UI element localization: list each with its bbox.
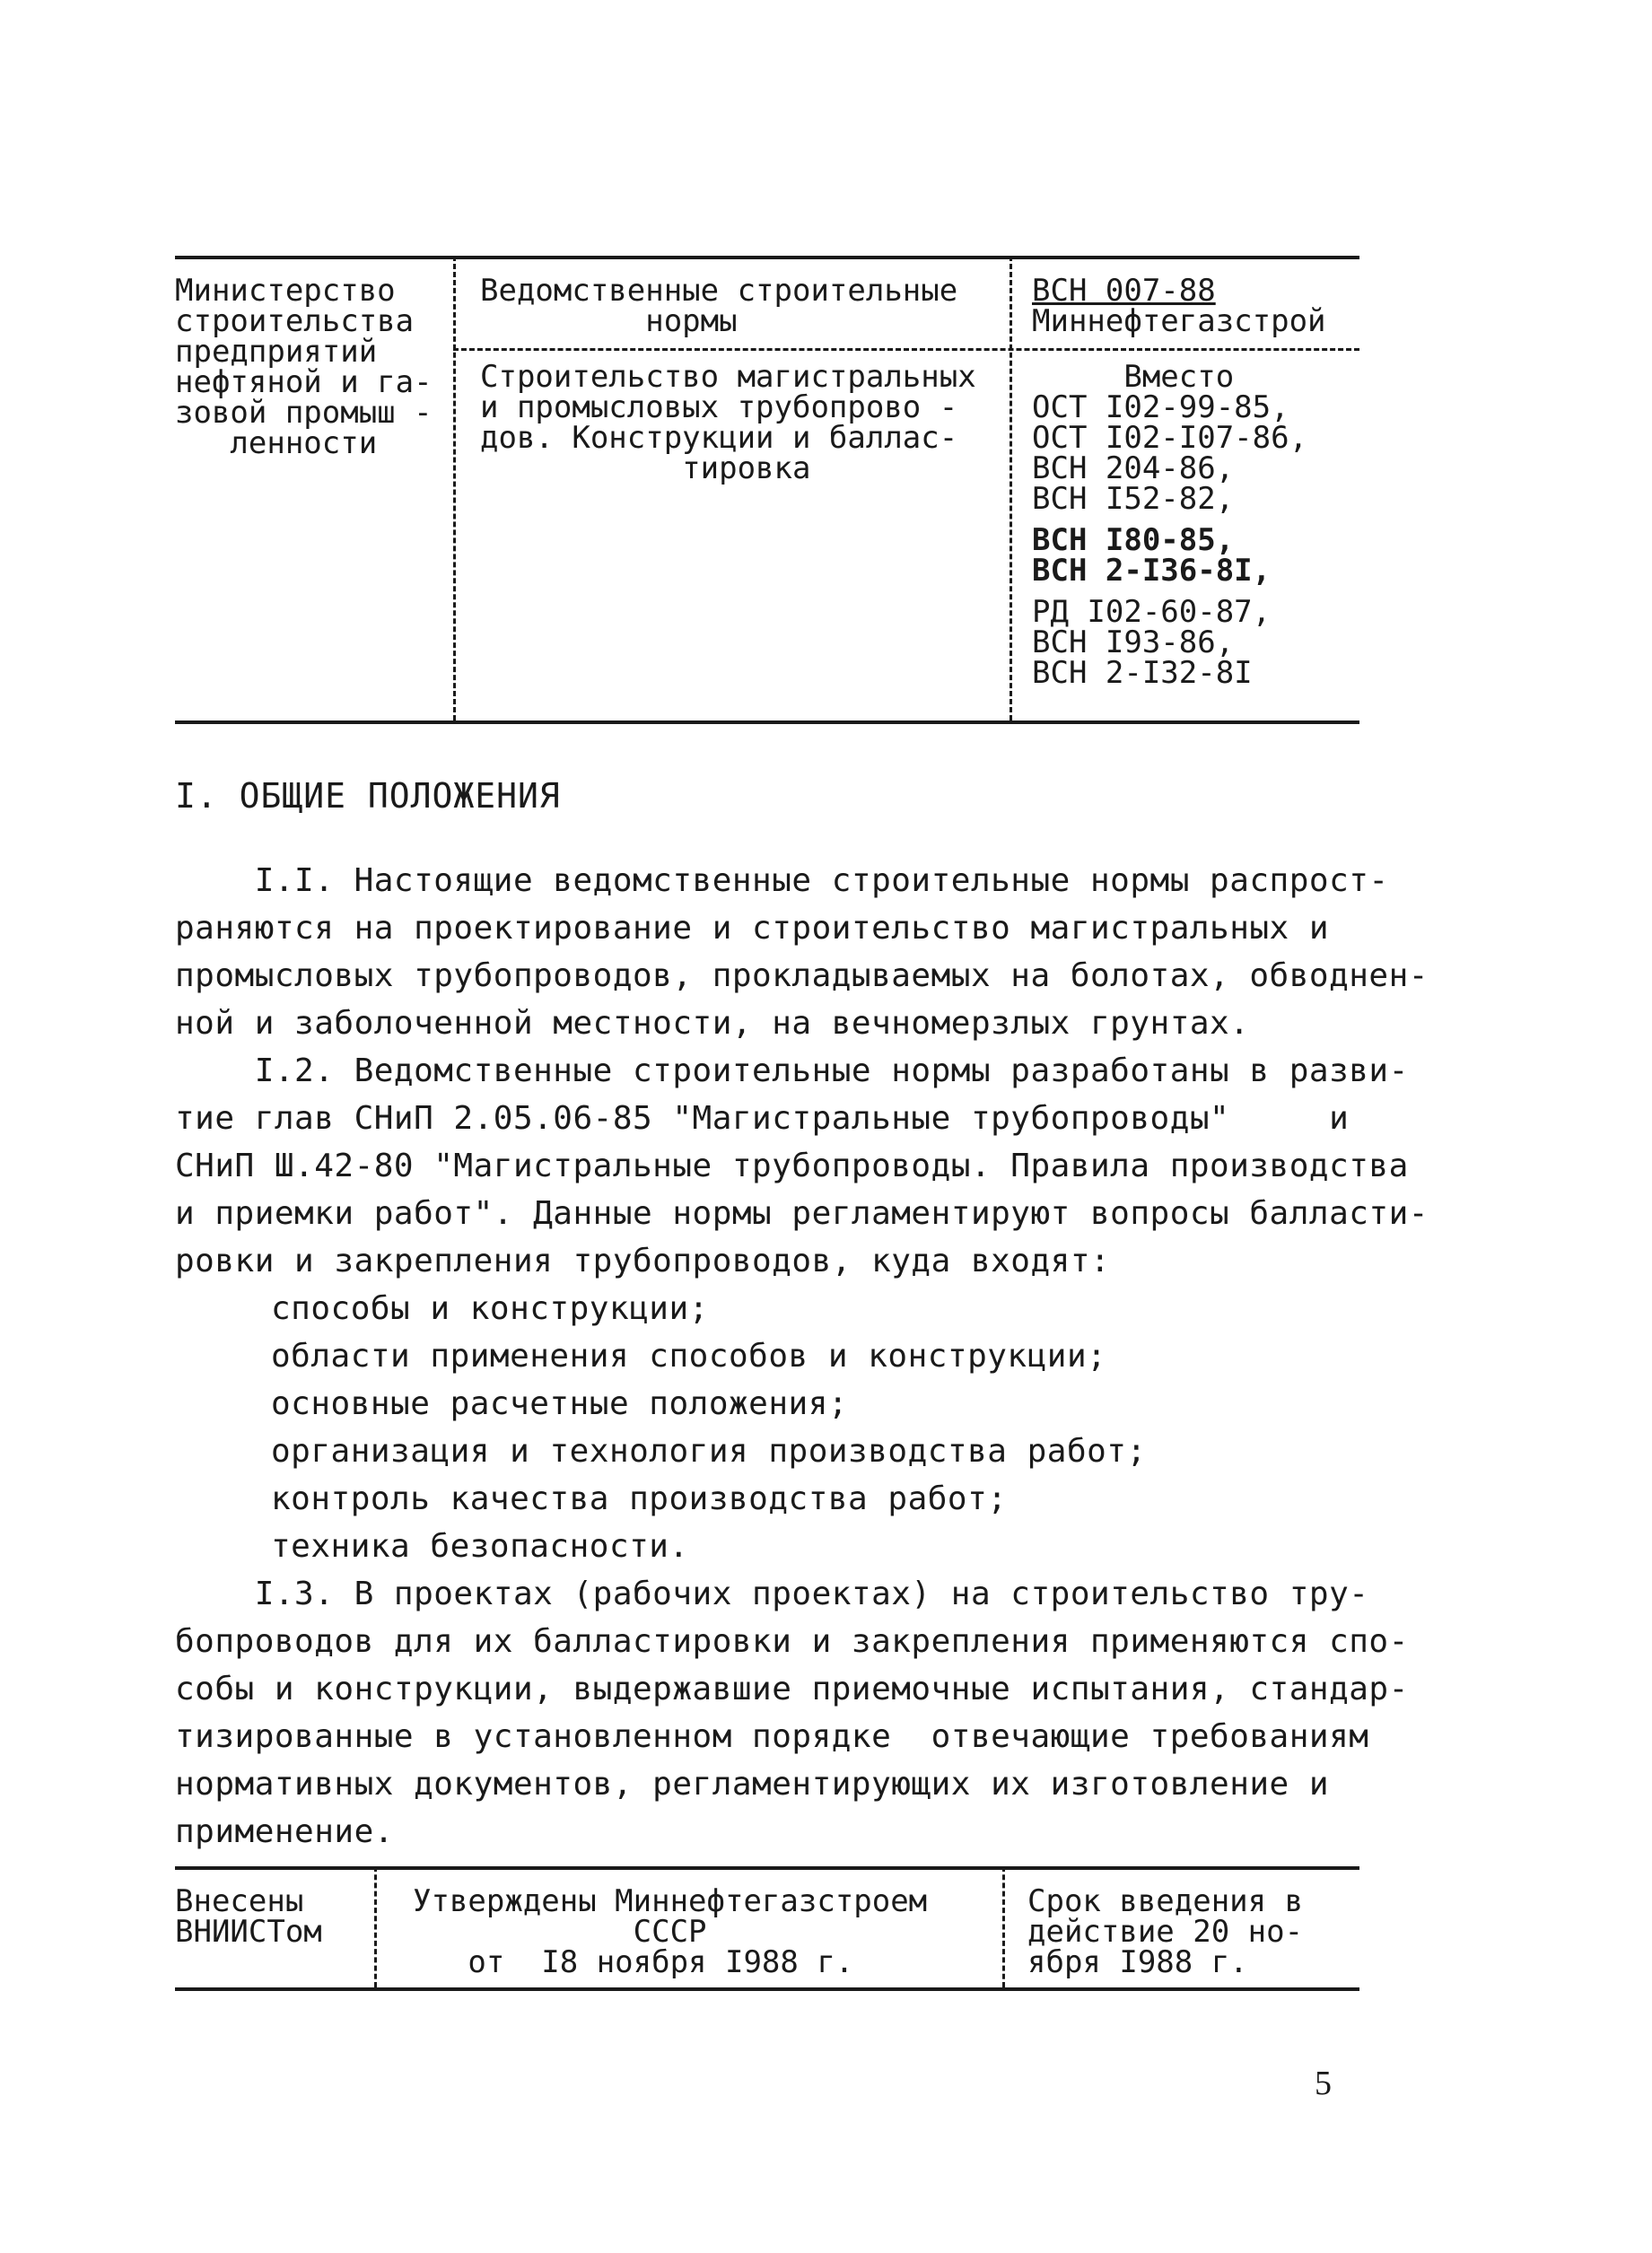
page-number: 5 [1315,2065,1332,2102]
doc-type-cell [480,273,958,339]
approved-line: Утверждены Миннефтегазстроем [413,1883,928,1919]
text-line: тие глав СНиП 2.05.06-85 "Магистральные трубопроводы" и [175,1100,1350,1137]
introduced-cell [175,1883,322,1950]
header-bottom-rule [175,720,1359,724]
replaces-label: Вместо [1032,359,1235,395]
replaced-doc: ВСН I93-86, [1032,624,1235,660]
ministry-line: строительства [175,303,415,339]
title-line: дов. Конструкции и баллас- [480,420,958,456]
doc-code: ВСН 007-88 [1032,273,1216,309]
ministry-line: Министерство [175,273,396,309]
ministry-line: зовой промыш - [175,395,433,431]
replaced-doc: ВСН I52-82, [1032,481,1235,517]
list-item: организация и технология производства работ; [271,1433,1147,1470]
list-item: контроль качества производства работ; [271,1480,1008,1517]
text-line: ной и заболоченной местности, на вечномерзлых грунтах. [175,1005,1250,1042]
effective-cell [1027,1883,1304,1980]
text-line: ровки и закрепления трубопроводов, куда входят: [175,1243,1111,1279]
scope-list [271,1285,1147,1570]
replaced-doc: ВСН 2-I36-8I, [1032,553,1272,589]
replaced-doc: ОСТ I02-I07-86, [1032,420,1308,456]
effective-line: Срок введения в [1027,1883,1304,1919]
approved-cell [413,1883,928,1980]
replaced-doc: РД I02-60-87, [1032,594,1272,630]
text-line: раняются на проектирование и строительство магистральных и [175,910,1330,947]
footer-divider-1 [374,1866,377,1987]
list-item: основные расчетные положения; [271,1385,849,1422]
replaced-doc: ВСН 204-86, [1032,450,1235,486]
doc-type-line: Ведомственные строительные [480,273,958,309]
replaced-doc: ВСН 2-I32-8I [1032,655,1253,691]
list-item: способы и конструкции; [271,1290,709,1327]
header-divider-2 [1010,256,1012,720]
doc-code-agency: Миннефтегазстрой [1032,303,1326,339]
title-line: Строительство магистральных [480,359,976,395]
text-line: I.I. Настоящие ведомственные строительные нормы распрост- [175,862,1389,899]
text-line: применение. [175,1813,394,1850]
ministry-cell [175,273,433,461]
title-line: тировка [480,450,811,486]
text-line: и приемки работ". Данные нормы регламентируют вопросы балласти- [175,1195,1429,1232]
header-divider-1 [453,256,456,720]
section-title: I. ОБЩИЕ ПОЛОЖЕНИЯ [175,776,561,816]
text-line: тизированные в установленном порядке отвечающие требованиям [175,1718,1369,1755]
effective-line: ября I988 г. [1027,1944,1248,1980]
introduced-line: Внесены [175,1883,304,1919]
list-item: техника безопасности. [271,1528,689,1565]
title-cell [480,359,976,486]
footer-top-rule [175,1866,1359,1870]
list-item: области применения способов и конструкции; [271,1338,1107,1375]
ministry-line: нефтяной и га- [175,364,433,400]
ministry-line: ленности [175,425,378,461]
text-line: СНиП Ш.42-80 "Магистральные трубопроводы. Правила производства [175,1148,1409,1184]
header-top-rule [175,256,1359,259]
approved-line: СССР [413,1914,707,1950]
title-line: и промысловых трубопрово - [480,389,958,425]
text-line: I.2. Ведомственные строительные нормы разработаны в разви- [175,1052,1409,1089]
text-line: собы и конструкции, выдержавшие приемочные испытания, стандар- [175,1671,1409,1707]
footer-block [175,1866,1359,1992]
replaced-doc: ВСН I80-85, [1032,522,1235,558]
text-line: бопроводов для их балластировки и закрепления применяются спо- [175,1623,1409,1660]
doc-type-line: нормы [480,303,738,339]
text-line: I.3. В проектах (рабочих проектах) на строительство тру- [175,1576,1369,1612]
paragraph-1-2 [175,1047,1429,1285]
header-row-divider [453,348,1359,351]
replaced-doc: ОСТ I02-99-85, [1032,389,1289,425]
ministry-line: предприятий [175,334,378,370]
text-line: нормативных документов, регламентирующих их изготовление и [175,1766,1330,1803]
footer-divider-2 [1002,1866,1005,1987]
header-block [175,256,1359,722]
paragraph-1-3 [175,1570,1409,1856]
approved-line: от I8 ноября I988 г. [413,1944,854,1980]
paragraph-1-1 [175,857,1429,1047]
footer-bottom-rule [175,1987,1359,1991]
effective-line: действие 20 но- [1027,1914,1304,1950]
text-line: промысловых трубопроводов, прокладываемых на болотах, обводнен- [175,957,1429,994]
introduced-line: ВНИИСТом [175,1914,322,1950]
code-cell [1032,273,1326,339]
replaces-cell [1032,359,1308,691]
